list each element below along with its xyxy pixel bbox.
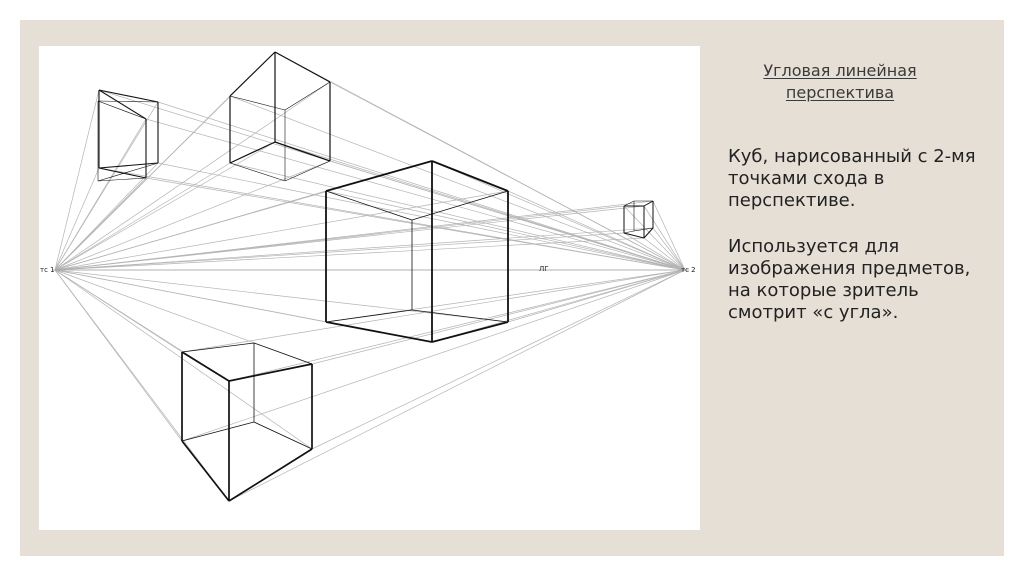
- cube-bottom-left-ray-right-3: [182, 270, 685, 441]
- cube-bottom-left-hidden-top-left: [182, 343, 254, 352]
- cubes: [98, 52, 653, 501]
- perspective-figure: [39, 46, 700, 530]
- cube-bottom-left-ray-left-3: [55, 270, 182, 441]
- cube-center-large-bottom-left-edge: [326, 322, 432, 342]
- cube-top-left-small-ray-right-4: [158, 102, 685, 270]
- cube-bottom-left-top-left-edge: [182, 352, 229, 381]
- cube-top-center-hidden-top-right: [285, 82, 330, 110]
- cube-top-center-hidden-top-left: [230, 96, 285, 110]
- cube-bottom-left-bottom-right-edge: [229, 449, 312, 501]
- horizon-label: ЛГ: [539, 265, 549, 273]
- paragraph-usage: Используется для изображения предметов, на которые зритель смотрит «с угла».: [728, 236, 971, 323]
- vp-right-label: тс 2: [681, 266, 696, 274]
- cube-center-large-ray-right-4: [508, 191, 685, 270]
- slide-title: Угловая линейная перспектива: [763, 61, 917, 102]
- cube-bottom-left-ray-left-5: [55, 270, 312, 449]
- vp-left-label: тс 1: [40, 266, 55, 274]
- cube-center-large-hidden-bottom-right: [412, 310, 508, 322]
- cube-center-large-top-left-edge: [326, 161, 432, 191]
- cube-top-center-bottom-right-edge: [275, 142, 330, 161]
- body-text: [728, 146, 978, 348]
- cube-center-large-ray-right-2: [326, 191, 685, 270]
- cube-top-left-small-ray-right-2: [146, 119, 685, 270]
- cube-center-large-bottom-right-edge: [432, 322, 508, 342]
- cube-top-center-top-right-edge: [275, 52, 330, 82]
- construction-lines: [55, 52, 685, 501]
- cube-top-center-hidden-bottom-left: [230, 163, 285, 181]
- cube-top-left-small-ray-left-0: [55, 90, 99, 270]
- cube-bottom-left-hidden-bottom-right: [254, 422, 312, 449]
- cube-right-small-ray-left-4: [55, 201, 653, 270]
- cube-top-left-small-hidden-bottom-left: [98, 178, 146, 181]
- cube-top-center-top-left-edge: [230, 52, 275, 96]
- cube-top-left-small-bottom-left-edge: [99, 168, 146, 178]
- cube-bottom-left-top-right-edge: [229, 364, 312, 381]
- cube-top-left-small-ray-right-5: [158, 163, 685, 270]
- perspective-drawing: [39, 46, 700, 530]
- cube-bottom-left-ray-right-4: [312, 270, 685, 364]
- cube-center-large-hidden-bottom-left: [326, 310, 412, 322]
- paragraph-definition: Куб, нарисованный с 2-мя точками схода в перспективе.: [728, 146, 976, 211]
- cube-top-center-bottom-left-edge: [230, 142, 275, 163]
- cube-top-center-ray-left-4: [55, 82, 330, 270]
- cube-top-left-small-ray-right-3: [146, 178, 685, 270]
- cube-bottom-left-hidden-bottom-left: [182, 422, 254, 441]
- cube-bottom-left-ray-right-1: [229, 270, 685, 501]
- cube-bottom-left-ray-right-0: [229, 270, 685, 381]
- cube-center-large-ray-right-5: [508, 270, 685, 322]
- cube-right-small-ray-left-1: [55, 238, 644, 270]
- cube-right-small-hidden-bottom-left: [624, 231, 634, 233]
- cube-right-small-bottom-left-edge: [624, 233, 644, 238]
- cube-bottom-left-ray-right-2: [182, 270, 685, 352]
- cube-bottom-left-bottom-left-edge: [182, 441, 229, 501]
- cube-top-left-small-hidden-top-right: [98, 101, 158, 102]
- cube-bottom-left-hidden-top-right: [254, 343, 312, 364]
- cube-center-large-top-right-edge: [432, 161, 508, 191]
- slide: [20, 20, 1004, 556]
